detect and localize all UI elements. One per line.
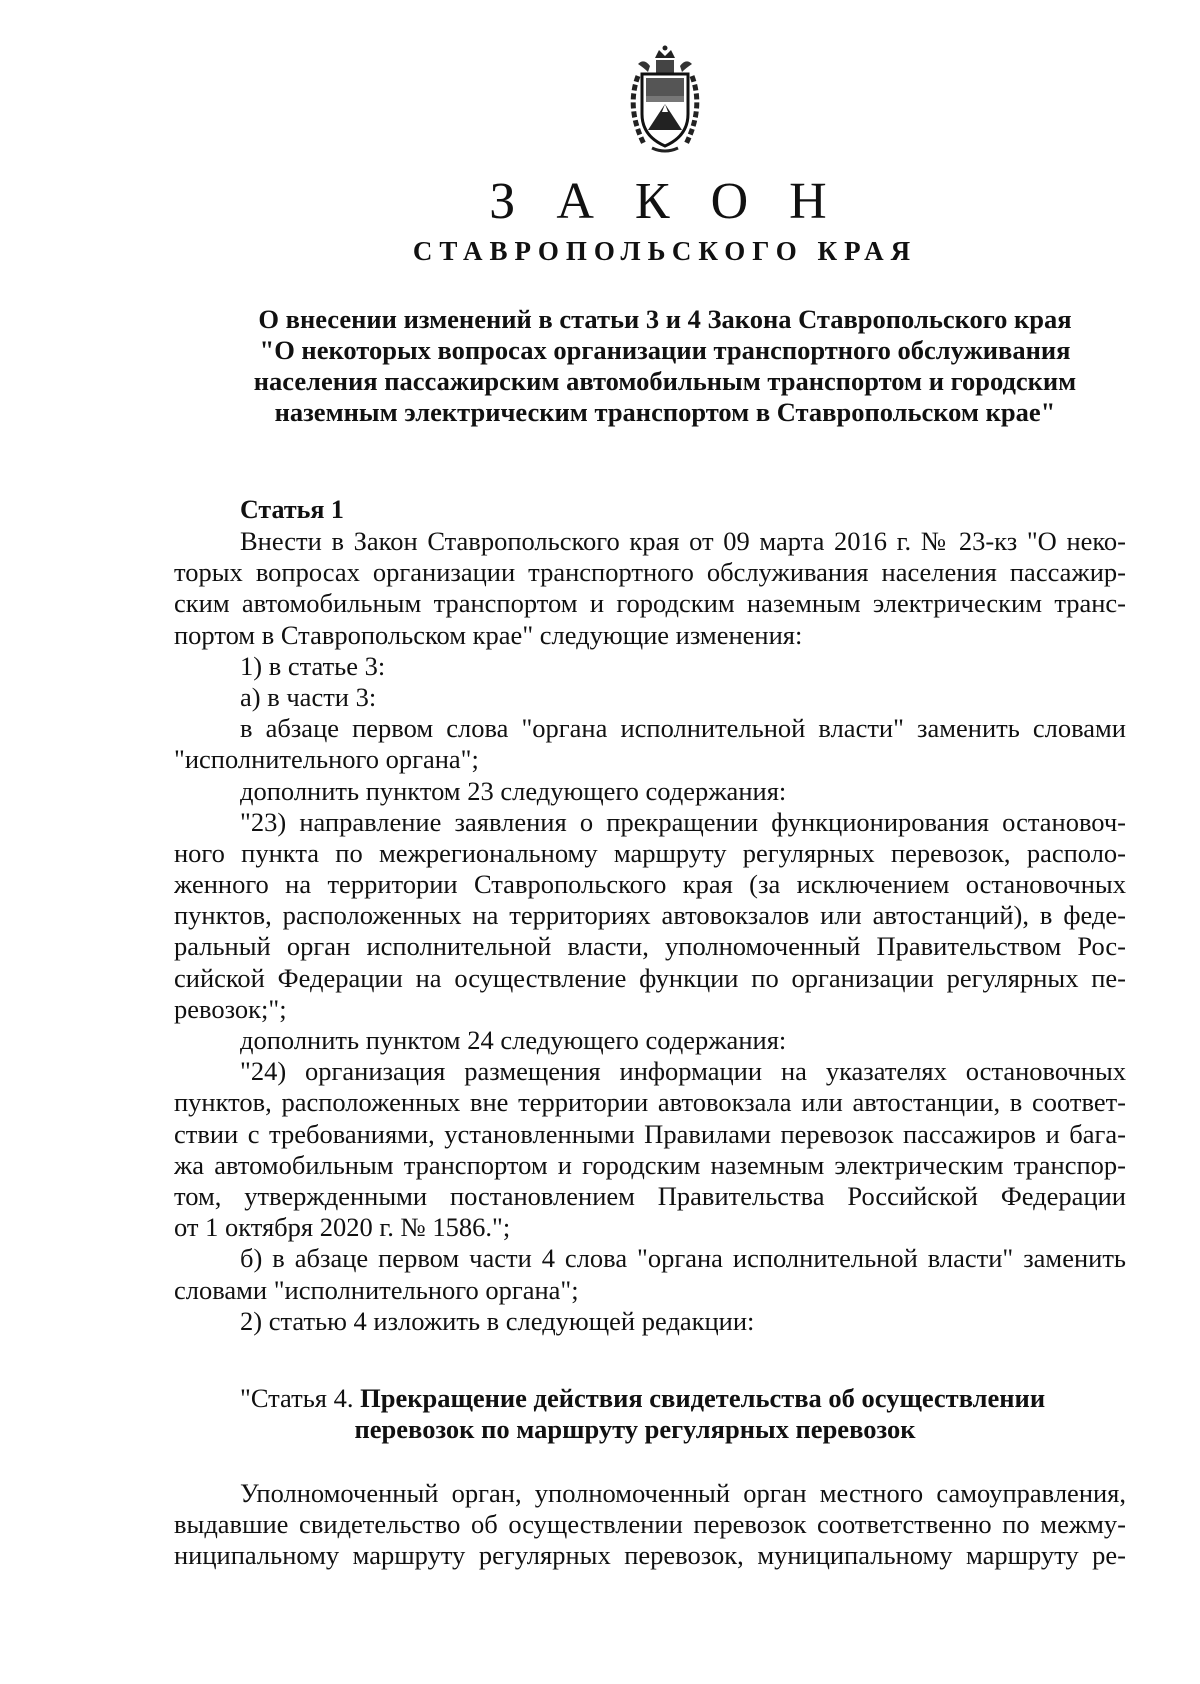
article-4-heading-line — [240, 1383, 1126, 1414]
heading-line: О внесении изменений в статьи 3 и 4 Закона Ставропольского края — [258, 304, 1072, 334]
text-line: женного на территории Ставропольского края (за исключением остановочных — [174, 869, 1126, 900]
text-line: дополнить пунктом 23 следующего содержания: — [240, 775, 787, 806]
article-1-title: Статья 1 — [240, 495, 344, 524]
text-line: б) в абзаце первом части 4 слова "органа исполнительной власти" заменить — [240, 1243, 1126, 1274]
text-line: пунктов, расположенных вне территории автовокзала или автостанции, в соответ- — [174, 1087, 1126, 1118]
text-line: сийской Федерации на осуществление функции по организации регулярных пе- — [174, 962, 1126, 993]
text-line: в абзаце первом слова "органа исполнительной власти" заменить словами — [240, 713, 1126, 744]
text-line: дополнить пунктом 24 следующего содержания: — [240, 1025, 787, 1055]
text-line: ральный орган исполнительной власти, уполномоченный Правительством Рос- — [174, 931, 1126, 962]
text-line: пунктов, расположенных на территориях автовокзалов или автостанций), в феде- — [174, 900, 1126, 931]
article-4-body — [174, 1478, 1126, 1572]
document-heading — [200, 304, 1130, 428]
text-line: ного пункта по межрегиональному маршруту регулярных перевозок, располо- — [174, 837, 1126, 868]
text-line: Уполномоченный орган, уполномоченный орган местного самоуправления, — [240, 1478, 1126, 1508]
text-line: ствии с требованиями, установленными Правилами перевозок пассажиров и бага- — [174, 1118, 1126, 1149]
heading-line: населения пассажирским автомобильным транспортом и городским — [253, 366, 1077, 396]
text-line: портом в Ставропольском крае" следующие изменения: — [174, 619, 803, 650]
text-line: 2) статью 4 изложить в следующей редакции: — [240, 1305, 755, 1336]
law-region: СТАВРОПОЛЬСКОГО КРАЯ — [412, 236, 918, 266]
text-line: жа автомобильным транспортом и городским наземным электрическим транспор- — [174, 1149, 1126, 1180]
article-1-body — [174, 526, 1126, 1337]
text-line: "23) направление заявления о прекращении функционирования остановоч- — [240, 806, 1126, 837]
article-4-title-continued: перевозок по маршруту регулярных перевозок — [354, 1414, 916, 1445]
heading-line: наземным электрическим транспортом в Ставропольском крае" — [274, 397, 1056, 427]
text-line: ревозок;"; — [174, 993, 287, 1024]
text-line: от 1 октября 2020 г. № 1586."; — [174, 1212, 511, 1243]
text-line: Внести в Закон Ставропольского края от 09 марта 2016 г. № 23-кз "О неко- — [240, 526, 1126, 556]
article-4-title: Прекращение действия свидетельства об осуществлении — [360, 1383, 1046, 1413]
text-line: а) в части 3: — [240, 681, 377, 712]
text-line: 1) в статье 3: — [240, 650, 386, 681]
heading-line: "О некоторых вопросах организации транспортного обслуживания — [259, 335, 1071, 365]
text-line: "исполнительного органа"; — [174, 744, 479, 775]
article-4-heading — [240, 1383, 1126, 1445]
text-line: "24) организация размещения информации на указателях остановочных — [240, 1056, 1126, 1087]
text-line: ниципальному маршруту регулярных перевозок, муниципальному маршруту ре- — [174, 1540, 1126, 1571]
text-line: торых вопросах организации транспортного обслуживания населения пассажир- — [174, 557, 1126, 588]
text-line: выдавшие свидетельство об осуществлении перевозок соответственно по межму- — [174, 1509, 1126, 1540]
text-line: словами "исполнительного органа"; — [174, 1274, 579, 1305]
coat-of-arms-icon — [622, 44, 708, 156]
text-line: том, утвержденными постановлением Правительства Российской Федерации — [174, 1180, 1126, 1211]
article-4-prefix: "Статья 4. — [240, 1383, 354, 1413]
law-title: З А К О Н — [489, 173, 841, 230]
text-line: ским автомобильным транспортом и городским наземным электрическим транс- — [174, 588, 1126, 619]
